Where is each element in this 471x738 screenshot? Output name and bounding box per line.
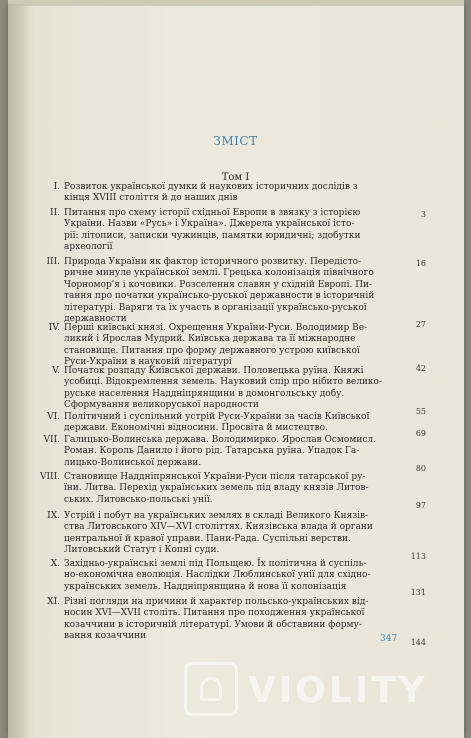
toc-entry-page: 97 [415,501,426,510]
toc-entry-line: ликий і Ярослав Мудрий. Київська держава та її міжнародне [64,334,356,345]
watermark [184,662,454,718]
toc-entry-page: 144 [410,638,426,647]
toc-entry-page: 42 [415,364,426,373]
toc-entry-line: тання про початки українсько-руської державности в історичній [64,291,375,302]
toc-entry-line: Чорномор'я і кочовики. Розселення славян у східній Европі. Пи- [64,279,373,290]
toc-entry-line: но-економічна еволюція. Наслідки Люблинської унії для східно- [64,570,371,581]
volume-label: Том I [221,172,250,183]
page-folio-number: 347 [380,634,398,644]
toc-entry-text [64,597,404,643]
toc-entry-line: Галицько-Волинська держава. Володимирко. Ярослав Осмомисл. [64,435,376,445]
toc-entry-numeral: VII. [43,435,60,445]
toc-entry-line: лицько-Волинської держави. [64,457,202,468]
toc-entry-line: ства Литовського XIV—XVI століттях. Князівська влада й органи [64,522,373,533]
toc-entry-text [64,208,404,254]
toc-entry-line: Розвиток української думки й наукових історичних дослідів з [64,182,358,192]
toc-entry-line: Початок розпаду Київської держави. Половецька руїна. Княжі [64,366,364,376]
toc-entry-page: 69 [415,429,426,438]
toc-entry-line: Устрій і побут на українських землях в складі Великого Князів- [64,511,369,521]
toc-entry-line: Сформування великоруської народности [64,400,259,411]
toc-entry-page: 16 [415,259,426,268]
toc-entry-line: їни. Литва. Перехід українських земель під владу князів Литов- [64,483,369,494]
watermark-brand: VIOLITY [248,670,428,711]
toc-entry-page: 3 [420,210,426,219]
toc-entry-text [64,559,404,593]
toc-entry-line: літературі. Варяги та їх участь в організації українсько-руської [64,302,367,313]
toc-entry-numeral: XI. [47,597,60,607]
toc-entry-page: 27 [415,320,426,329]
violity-logo-icon [184,662,238,716]
toc-entry-text [64,257,404,325]
toc-entry-line: Різні погляди на причини й характер польсько-українських від- [64,597,369,607]
toc-entry-line: археології [64,242,113,253]
toc-entry-page: 113 [410,552,426,561]
toc-entry-line: кінця XVIII століття й до наших днів [64,193,238,204]
toc-entry-numeral: VIII. [39,472,60,482]
toc-entry-page: 55 [415,407,426,416]
toc-entry-line: козаччини в історичній літературі. Умови й обставини форму- [64,619,362,630]
toc-entry-line: Західньо-українські землі під Польщею. Їх політична й суспіль- [64,559,367,569]
toc-entry-line: Перші київські князі. Охрещення України-Руси. Володимир Ве- [64,323,368,333]
toc-entry-line: вання козаччини [64,631,147,642]
toc-entry-line: державности [64,314,127,325]
page-title: ЗМІСТ [213,134,258,148]
toc-entry-line: Литовський Статут і Копні суди. [64,545,220,556]
toc-entry-text [64,412,404,435]
toc-entry-line: Політичний і суспільний устрій Руси-України за часів Київської [64,412,370,422]
toc-entry-text [64,323,404,369]
toc-entry-numeral: VI. [47,412,60,422]
toc-entry-numeral: III. [46,257,60,267]
toc-entry-text [64,435,404,469]
toc-entry-numeral: II. [50,208,60,218]
toc-entry-text [64,182,404,205]
toc-entry-numeral: I. [53,182,60,192]
toc-entry-text [64,511,404,557]
toc-entry-numeral: V. [52,366,60,376]
toc-entry-text [64,472,404,506]
toc-entry-line: ських. Литовсько-польські унії. [64,494,213,505]
toc-entry-line: Руси-України в науковій літературі [64,357,232,368]
toc-entry-line: усобиці. Відокремлення земель. Науковий спір про нібито велико- [64,377,383,388]
toc-entry-line: носин XVI—XVII століть. Питання про походження української [64,608,365,619]
toc-entry-line: становище. Питання про форму державного устрою київської [64,345,360,356]
toc-entry-line: України. Назви «Русь» і Україна». Джерела української істо- [64,219,355,230]
toc-entry-line: Питання про схему історії східньої Европи в звязку з історією [64,208,361,218]
toc-entry-line: Становище Наддніпрянської України-Руси після татарської ру- [64,472,366,482]
toc-entry-text [64,366,404,412]
toc-entry-line: центральної й кравої управи. Пани-Рада. Суспільні верстви. [64,533,351,544]
toc-entry-numeral: IV. [48,323,60,333]
toc-entry-line: Природа України як фактор історичного розвитку. Передісто- [64,257,362,267]
toc-entry-line: Роман. Король Данило і його рід. Татарська руїна. Упадок Га- [64,446,360,457]
toc-entry-page: 80 [415,464,426,473]
toc-entry-line: держави. Економічні відносини. Просвіта й мистецтво. [64,423,328,434]
toc-entry-line: українських земель. Наддніпрянщина й нова її колонізація [64,581,347,592]
toc-entry-line: ричне минуле української землі. Грецька колонізація північного [64,268,374,279]
toc-entry-line: руське населення Наддніпрянщини в домонгольську добу. [64,388,345,399]
toc-entry-numeral: IX. [47,511,60,521]
toc-entry-page: 131 [410,588,426,597]
toc-entry-numeral: X. [50,559,60,569]
toc-entry-line: рії: літописи, записки чужинців, памятки юридичні; здобутки [64,230,361,241]
